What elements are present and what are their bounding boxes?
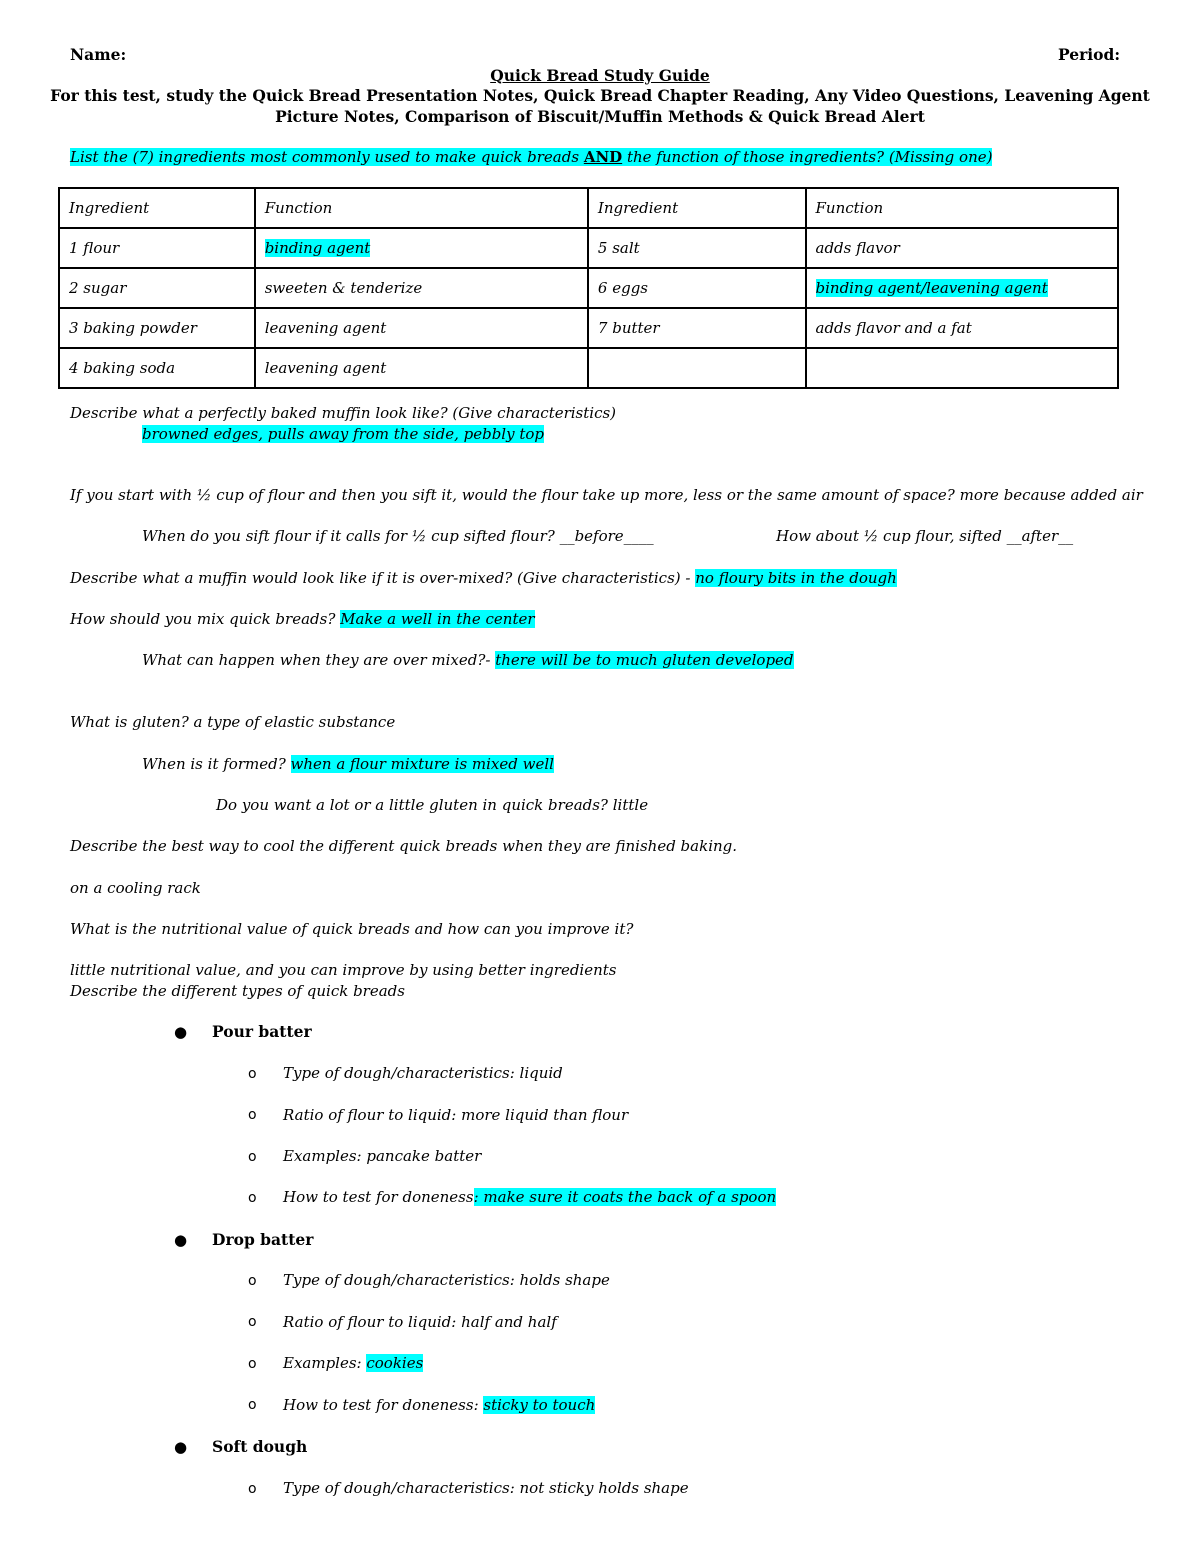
nutrition-answer: little nutritional value, and you can improve by using better ingredients (70, 961, 617, 979)
pour-type: Type of dough/characteristics: liquid (283, 1064, 563, 1082)
overmix-answer: no floury bits in the dough (695, 569, 897, 587)
name-label: Name: (70, 45, 127, 64)
formed-question: When is it formed? when a flour mixture is mixed well (142, 755, 554, 773)
muffin-question: Describe what a perfectly baked muffin look like? (Give characteristics) (70, 404, 617, 422)
table-cell (255, 228, 588, 268)
table-header-cell: Ingredient (59, 188, 255, 228)
types-question: Describe the different types of quick breads (70, 982, 405, 1000)
table-cell: adds flavor and a fat (806, 308, 1118, 348)
table-cell: 2 sugar (59, 268, 255, 308)
overmixed-question: What can happen when they are over mixed?- there will be to much gluten developed (142, 651, 794, 669)
table-cell: 7 butter (588, 308, 806, 348)
gluten-question: What is gluten? a type of elastic substance (70, 713, 396, 731)
overmix-question: Describe what a muffin would look like if it is over-mixed? (Give characteristics) - no floury bits in the dough (70, 569, 897, 587)
drop-examples: Examples: cookies (283, 1354, 424, 1372)
soft-type: Type of dough/characteristics: not sticky holds shape (283, 1479, 689, 1497)
soft-dough-title: Soft dough (212, 1437, 308, 1456)
circle-marker: o (248, 1149, 257, 1165)
nutrition-question: What is the nutritional value of quick breads and how can you improve it? (70, 920, 634, 938)
table-cell: leavening agent (255, 348, 588, 388)
table-cell (588, 348, 806, 388)
page-title: Quick Bread Study Guide (490, 66, 710, 85)
sift-after-question: How about ½ cup flour, sifted __after__ (776, 527, 1074, 545)
circle-marker: o (248, 1356, 257, 1372)
pour-batter-title: Pour batter (212, 1022, 312, 1041)
table-row (59, 308, 1118, 348)
table-cell: 6 eggs (588, 268, 806, 308)
circle-marker: o (248, 1314, 257, 1330)
drop-examples-answer: cookies (366, 1354, 424, 1372)
pour-doneness-answer: : make sure it coats the back of a spoon (473, 1188, 777, 1206)
circle-marker: o (248, 1190, 257, 1206)
table-cell: 5 salt (588, 228, 806, 268)
table-cell (806, 348, 1118, 388)
highlighted-answer: binding agent (264, 239, 371, 257)
mix-answer: Make a well in the center (340, 610, 535, 628)
table-cell: sweeten & tenderize (255, 268, 588, 308)
sift-when-question: When do you sift flour if it calls for ½ cup sifted flour? __before____ (142, 527, 654, 545)
circle-marker: o (248, 1107, 257, 1123)
table-header-row (59, 188, 1118, 228)
bullet-marker: ● (174, 1231, 188, 1249)
sift-question: If you start with ½ cup of flour and then you sift it, would the flour take up more, less or the same amount of space? more because added air (70, 486, 1143, 504)
table-row (59, 228, 1118, 268)
intro-question (70, 148, 992, 166)
subtitle-line-1: For this test, study the Quick Bread Presentation Notes, Quick Bread Chapter Reading, Any Video Questions, Leavening Agent (50, 86, 1150, 105)
table-cell: adds flavor (806, 228, 1118, 268)
pour-ratio: Ratio of flour to liquid: more liquid than flour (283, 1106, 629, 1124)
overmixed-answer: there will be to much gluten developed (495, 651, 794, 669)
table-cell: leavening agent (255, 308, 588, 348)
highlighted-answer: binding agent/leavening agent (815, 279, 1048, 297)
table-cell (806, 268, 1118, 308)
drop-batter-title: Drop batter (212, 1230, 314, 1249)
subtitle-line-2: Picture Notes, Comparison of Biscuit/Muffin Methods & Quick Bread Alert (275, 107, 925, 126)
table-row (59, 268, 1118, 308)
circle-marker: o (248, 1273, 257, 1289)
table-header-cell: Ingredient (588, 188, 806, 228)
ingredients-table (58, 187, 1119, 389)
gluten-amount-question: Do you want a lot or a little gluten in quick breads? little (216, 796, 649, 814)
muffin-answer: browned edges, pulls away from the side, pebbly top (142, 425, 545, 443)
circle-marker: o (248, 1481, 257, 1497)
drop-type: Type of dough/characteristics: holds shape (283, 1271, 610, 1289)
intro-part-2: the function of those ingredients? (Missing one) (622, 148, 993, 166)
cool-question: Describe the best way to cool the different quick breads when they are finished baking. (70, 837, 738, 855)
drop-doneness: How to test for doneness: sticky to touch (283, 1396, 596, 1414)
cool-answer: on a cooling rack (70, 879, 201, 897)
table-cell: 3 baking powder (59, 308, 255, 348)
intro-part-1: List the (7) ingredients most commonly used to make quick breads (70, 148, 584, 166)
bullet-marker: ● (174, 1023, 188, 1041)
mix-question: How should you mix quick breads? Make a well in the center (70, 610, 535, 628)
table-row (59, 348, 1118, 388)
drop-doneness-answer: sticky to touch (483, 1396, 596, 1414)
pour-doneness: How to test for doneness: make sure it coats the back of a spoon (283, 1188, 777, 1206)
table-header-cell: Function (806, 188, 1118, 228)
bullet-marker: ● (174, 1438, 188, 1456)
intro-and: AND (583, 148, 623, 166)
table-cell: 1 flour (59, 228, 255, 268)
table-header-cell: Function (255, 188, 588, 228)
drop-ratio: Ratio of flour to liquid: half and half (283, 1313, 557, 1331)
circle-marker: o (248, 1066, 257, 1082)
formed-answer: when a flour mixture is mixed well (290, 755, 554, 773)
table-cell: 4 baking soda (59, 348, 255, 388)
circle-marker: o (248, 1397, 257, 1413)
pour-examples: Examples: pancake batter (283, 1147, 482, 1165)
period-label: Period: (1058, 45, 1121, 64)
